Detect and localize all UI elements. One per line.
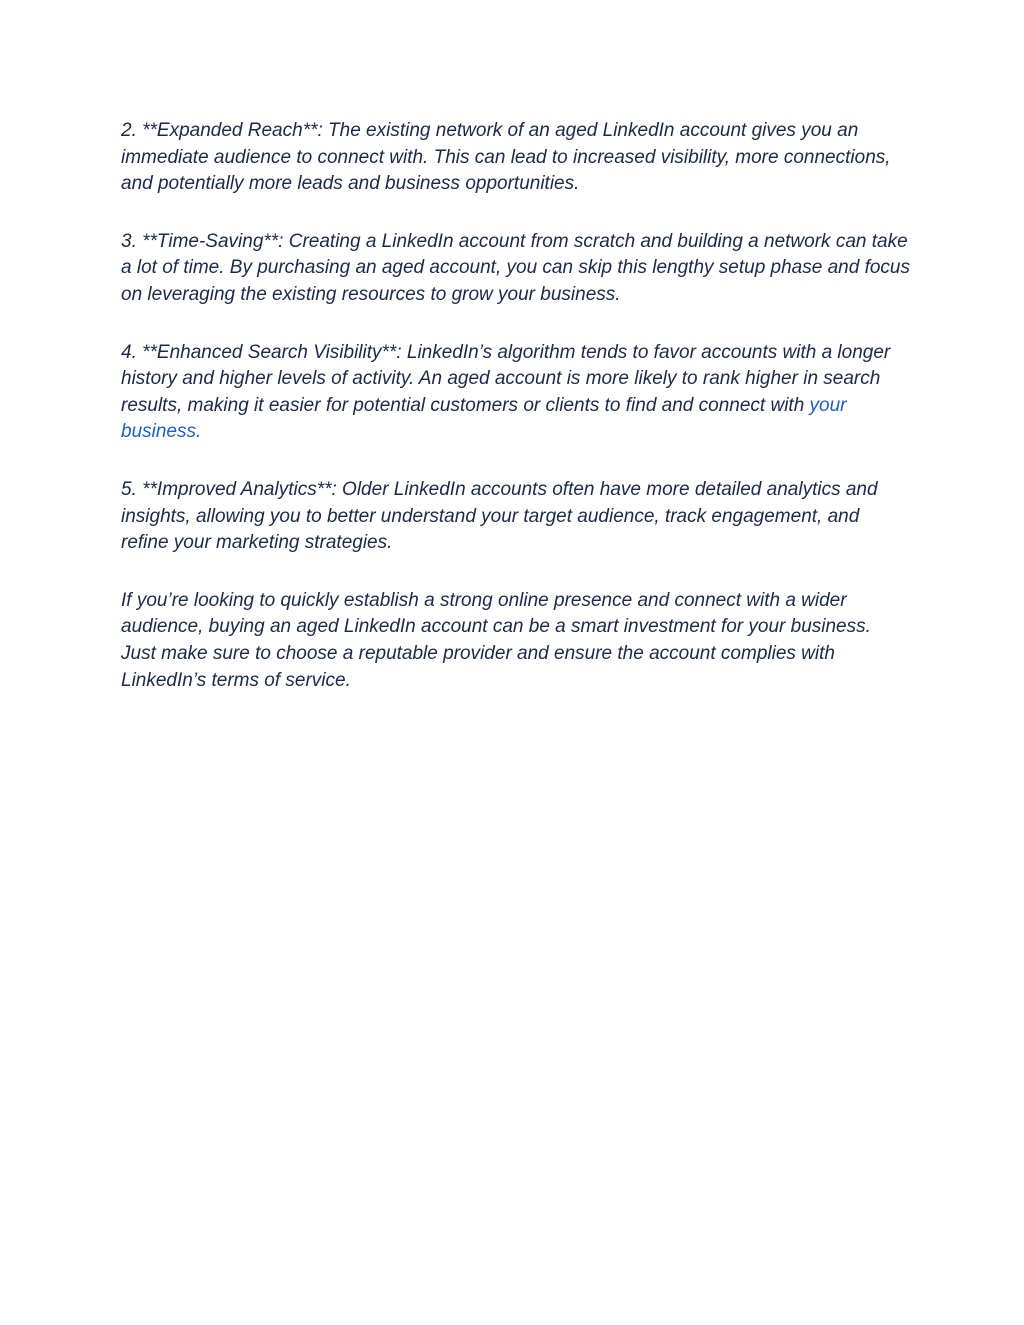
paragraph-improved-analytics: 5. **Improved Analytics**: Older LinkedIn accounts often have more detailed analytics and insights, allowing you to better understand your target audience, track engagement, and refine your marketing strategies. [121,478,878,554]
paragraph-conclusion: If you’re looking to quickly establish a strong online presence and connect with a wider audience, buying an aged LinkedIn account can be a smart investment for your business. Just make sure to choose a reputable provider and ensure the account complies with LinkedIn’s terms of service. [121,589,871,691]
paragraph-search-visibility-text: 4. **Enhanced Search Visibility**: LinkedIn’s algorithm tends to favor accounts with a longer history and higher levels of activity. An aged account is more likely to rank higher in search results, making it easier for potential customers or clients to find and connect with [121,341,891,416]
paragraph-expanded-reach: 2. **Expanded Reach**: The existing network of an aged LinkedIn account gives you an immediate audience to connect with. This can lead to increased visibility, more connections, and potentially more leads and business opportunities. [121,120,891,195]
paragraph-search-visibility [121,340,911,446]
document-body [121,118,911,725]
paragraph-time-saving: 3. **Time-Saving**: Creating a LinkedIn account from scratch and building a network can take a lot of time. By purchasing an aged account, you can skip this lengthy setup phase and focus on leveraging the existing resources to grow your business. [121,230,910,305]
your-business-link[interactable]: your business. [121,394,847,443]
